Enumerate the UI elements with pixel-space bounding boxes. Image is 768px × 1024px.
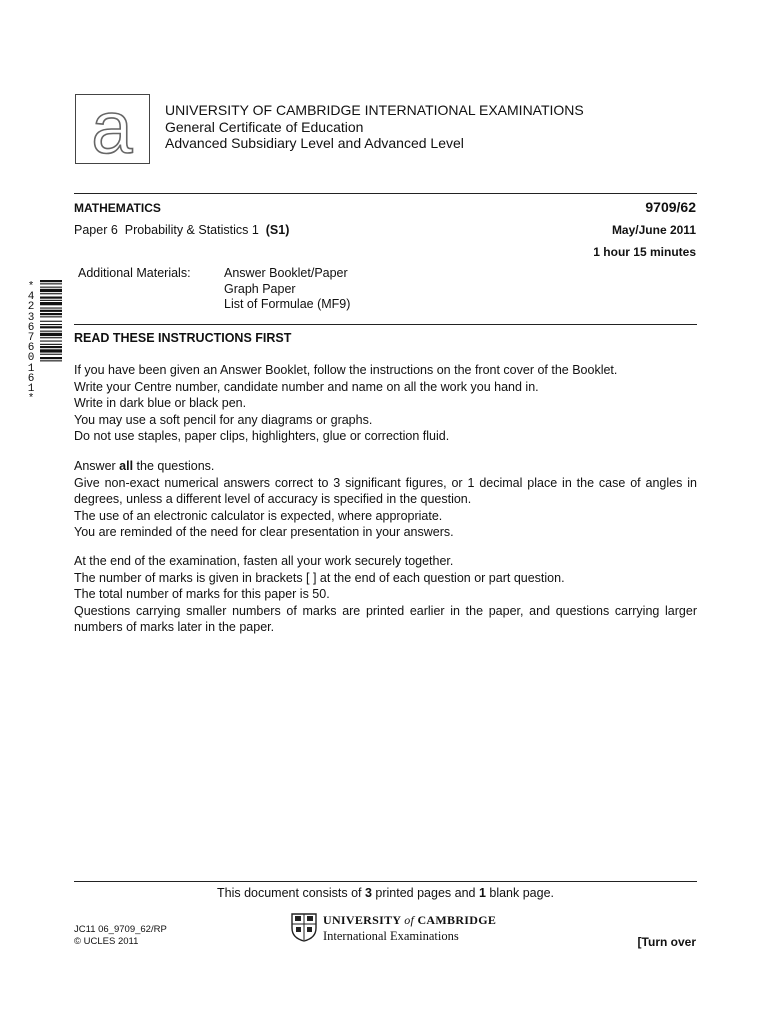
- instructions-block-3: [74, 553, 697, 636]
- instruction-line: Write your Centre number, candidate number and name on all the work you hand in.: [74, 379, 539, 394]
- instruction-line: Questions carrying smaller numbers of marks are printed earlier in the paper, and questions carrying larger numbers of marks later in the paper.: [74, 603, 697, 634]
- paper-code: 9709/62: [645, 199, 696, 215]
- barcode-icon: [40, 280, 64, 416]
- reference-code: JC11 06_9709_62/RP: [74, 924, 167, 935]
- cambridge-wordmark-line1: UNIVERSITY of CAMBRIDGE: [323, 913, 497, 927]
- svg-text:a: a: [91, 95, 133, 163]
- subject-title: MATHEMATICS: [74, 201, 161, 215]
- barcode-bar: [40, 341, 62, 342]
- instruction-line: At the end of the examination, fasten all your work securely together.: [74, 554, 454, 568]
- barcode-digits: * 4 2 3 6 7 6 0 1 6 1 *: [27, 281, 35, 406]
- barcode-bar: [40, 344, 62, 345]
- barcode-bar: [40, 297, 62, 299]
- paper-name: [74, 223, 289, 237]
- barcode-bar: [40, 280, 62, 282]
- barcode-bar: [40, 354, 62, 355]
- barcode-bar: [40, 337, 62, 338]
- materials-list: [224, 266, 350, 313]
- barcode-bar: [40, 316, 62, 317]
- barcode-bar: [40, 287, 62, 288]
- turn-over-label: [Turn over: [637, 935, 696, 949]
- barcode-bar: [40, 321, 62, 322]
- instructions-block-2: [74, 458, 697, 541]
- instruction-line: The total number of marks for this paper is 50.: [74, 587, 330, 601]
- barcode-bar: [40, 349, 62, 352]
- instruction-line: Do not use staples, paper clips, highlighters, glue or correction fluid.: [74, 429, 450, 443]
- exam-session: May/June 2011: [611, 223, 696, 237]
- instruction-line: The number of marks is given in brackets [ ] at the end of each question or part question.: [74, 570, 565, 585]
- materials-item: List of Formulae (MF9): [224, 297, 351, 311]
- cambridge-wordmark: [323, 913, 496, 944]
- barcode-bar: [40, 302, 62, 305]
- barcode-bar: [40, 289, 62, 292]
- paper-name-text: Paper 6 Probability & Statistics 1: [74, 223, 266, 237]
- footer-rule: [74, 881, 697, 882]
- instruction-line: Give non-exact numerical answers correct to 3 significant figures, or 1 decimal place in the case of angles in degrees, unless a different level of accuracy is specified in the question.: [74, 475, 697, 506]
- instruction-line: If you have been given an Answer Booklet, follow the instructions on the front cover of the Booklet.: [74, 363, 618, 377]
- instructions-block-1: [74, 362, 697, 445]
- barcode-bar: [40, 331, 62, 332]
- document-reference: [74, 924, 167, 948]
- barcode-bar: [40, 310, 62, 312]
- barcode-bar: [40, 283, 62, 284]
- cambridge-wordmark-line2: International Examinations: [323, 929, 459, 943]
- instructions-heading: READ THESE INSTRUCTIONS FIRST: [74, 331, 292, 345]
- paper-name-code: (S1): [265, 223, 290, 237]
- barcode-bar: [40, 293, 62, 294]
- barcode-bar: [40, 360, 62, 361]
- logo-letter-a-icon: [76, 95, 149, 163]
- materials-item: Graph Paper: [224, 281, 296, 296]
- barcode-bar: [40, 300, 62, 301]
- header-certificate: General Certificate of Education: [165, 119, 364, 135]
- cambridge-crest-icon: [290, 912, 318, 942]
- materials-item: Answer Booklet/Paper: [224, 266, 348, 280]
- instruction-line: Write in dark blue or black pen.: [74, 396, 247, 410]
- exam-duration: 1 hour 15 minutes: [593, 245, 696, 259]
- materials-label: Additional Materials:: [78, 266, 191, 280]
- page-count-note: This document consists of 3 printed pages and 1 blank page.: [216, 886, 555, 900]
- top-rule: [74, 193, 697, 194]
- exam-board-logo: [75, 94, 150, 164]
- copyright-notice: © UCLES 2011: [74, 936, 139, 947]
- barcode-bar: [40, 357, 62, 359]
- instruction-line: You may use a soft pencil for any diagrams or graphs.: [74, 412, 373, 427]
- barcode-bar: [40, 324, 62, 325]
- mid-rule: [74, 324, 697, 325]
- barcode-bar: [40, 333, 62, 336]
- barcode-bar: [40, 326, 62, 328]
- header-level: Advanced Subsidiary Level and Advanced Level: [165, 135, 464, 151]
- barcode-bar: [40, 346, 62, 348]
- barcode-bar: [40, 308, 62, 309]
- answer-all-line: Answer all the questions.: [74, 459, 215, 473]
- header-org: UNIVERSITY OF CAMBRIDGE INTERNATIONAL EXAMINATIONS: [165, 102, 584, 118]
- barcode-bar: [40, 313, 62, 315]
- instruction-line: The use of an electronic calculator is expected, where appropriate.: [74, 508, 443, 523]
- instruction-line: You are reminded of the need for clear presentation in your answers.: [74, 525, 454, 539]
